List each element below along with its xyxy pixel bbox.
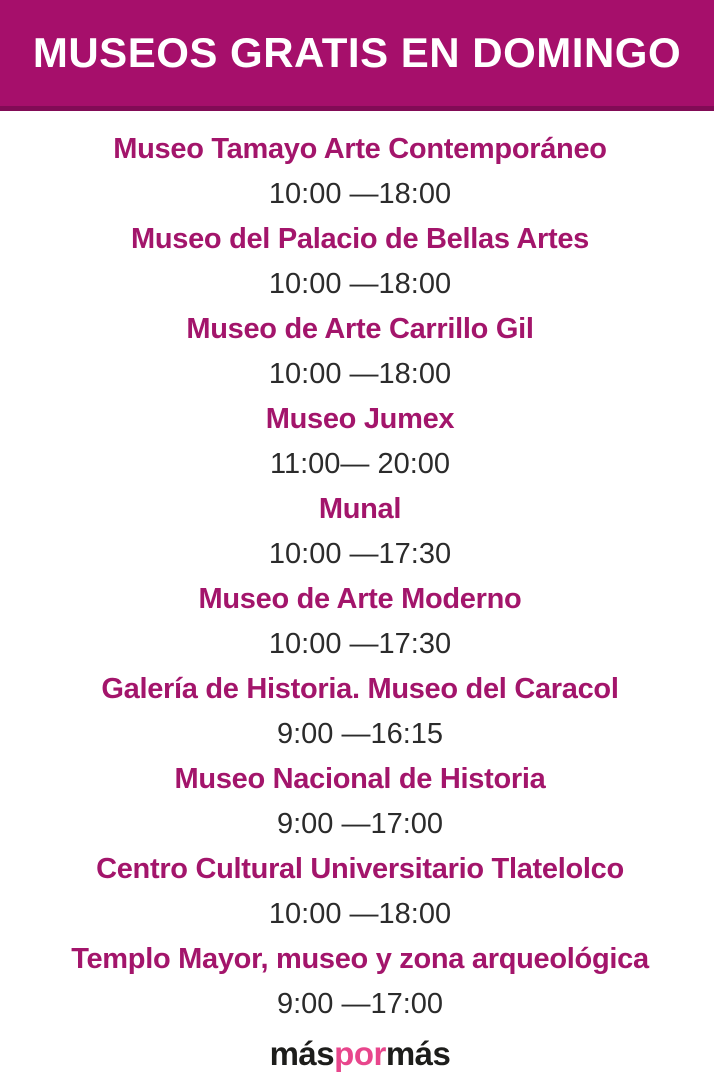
museum-entry [0, 127, 720, 217]
museum-name: Museo Tamayo Arte Contemporáneo [113, 133, 607, 165]
museum-entry [0, 577, 720, 667]
museum-hours: 10:00 —17:30 [268, 538, 452, 570]
museum-name: Centro Cultural Universitario Tlatelolco [96, 853, 624, 885]
museum-entry [0, 307, 720, 397]
museum-name: Museo de Arte Carrillo Gil [186, 313, 534, 345]
museum-hours: 10:00 —18:00 [268, 358, 452, 390]
museum-hours: 11:00— 20:00 [269, 448, 451, 480]
museum-name: Museo Nacional de Historia [174, 763, 546, 795]
logo-mas-prefix: más [269, 1034, 335, 1072]
museum-list [0, 111, 720, 1027]
museum-name: Museo del Palacio de Bellas Artes [130, 223, 590, 255]
museum-entry [0, 667, 720, 757]
museum-entry [0, 217, 720, 307]
museum-hours: 10:00 —18:00 [268, 268, 452, 300]
museum-entry [0, 397, 720, 487]
page-title: MUSEOS GRATIS EN DOMINGO [32, 29, 682, 76]
museum-hours: 10:00 —18:00 [268, 178, 452, 210]
museum-hours: 9:00 —17:00 [276, 988, 444, 1020]
museum-name: Galería de Historia. Museo del Caracol [101, 673, 619, 705]
maspormas-logo [0, 1027, 720, 1080]
museum-name: Templo Mayor, museo y zona arqueológica [71, 943, 649, 975]
museum-hours: 10:00 —17:30 [268, 628, 452, 660]
museum-name: Museo de Arte Moderno [198, 583, 522, 615]
logo-por: por [334, 1034, 386, 1072]
museum-hours: 10:00 —18:00 [268, 898, 452, 930]
museum-entry [0, 937, 720, 1027]
logo-mas-suffix: más [385, 1034, 451, 1072]
museum-hours: 9:00 —17:00 [276, 808, 444, 840]
museum-entry [0, 847, 720, 937]
museum-entry [0, 487, 720, 577]
museum-name: Museo Jumex [265, 403, 455, 435]
museum-name: Munal [318, 493, 402, 525]
museum-entry [0, 757, 720, 847]
header-bar [0, 0, 714, 111]
museum-hours: 9:00 —16:15 [276, 718, 444, 750]
